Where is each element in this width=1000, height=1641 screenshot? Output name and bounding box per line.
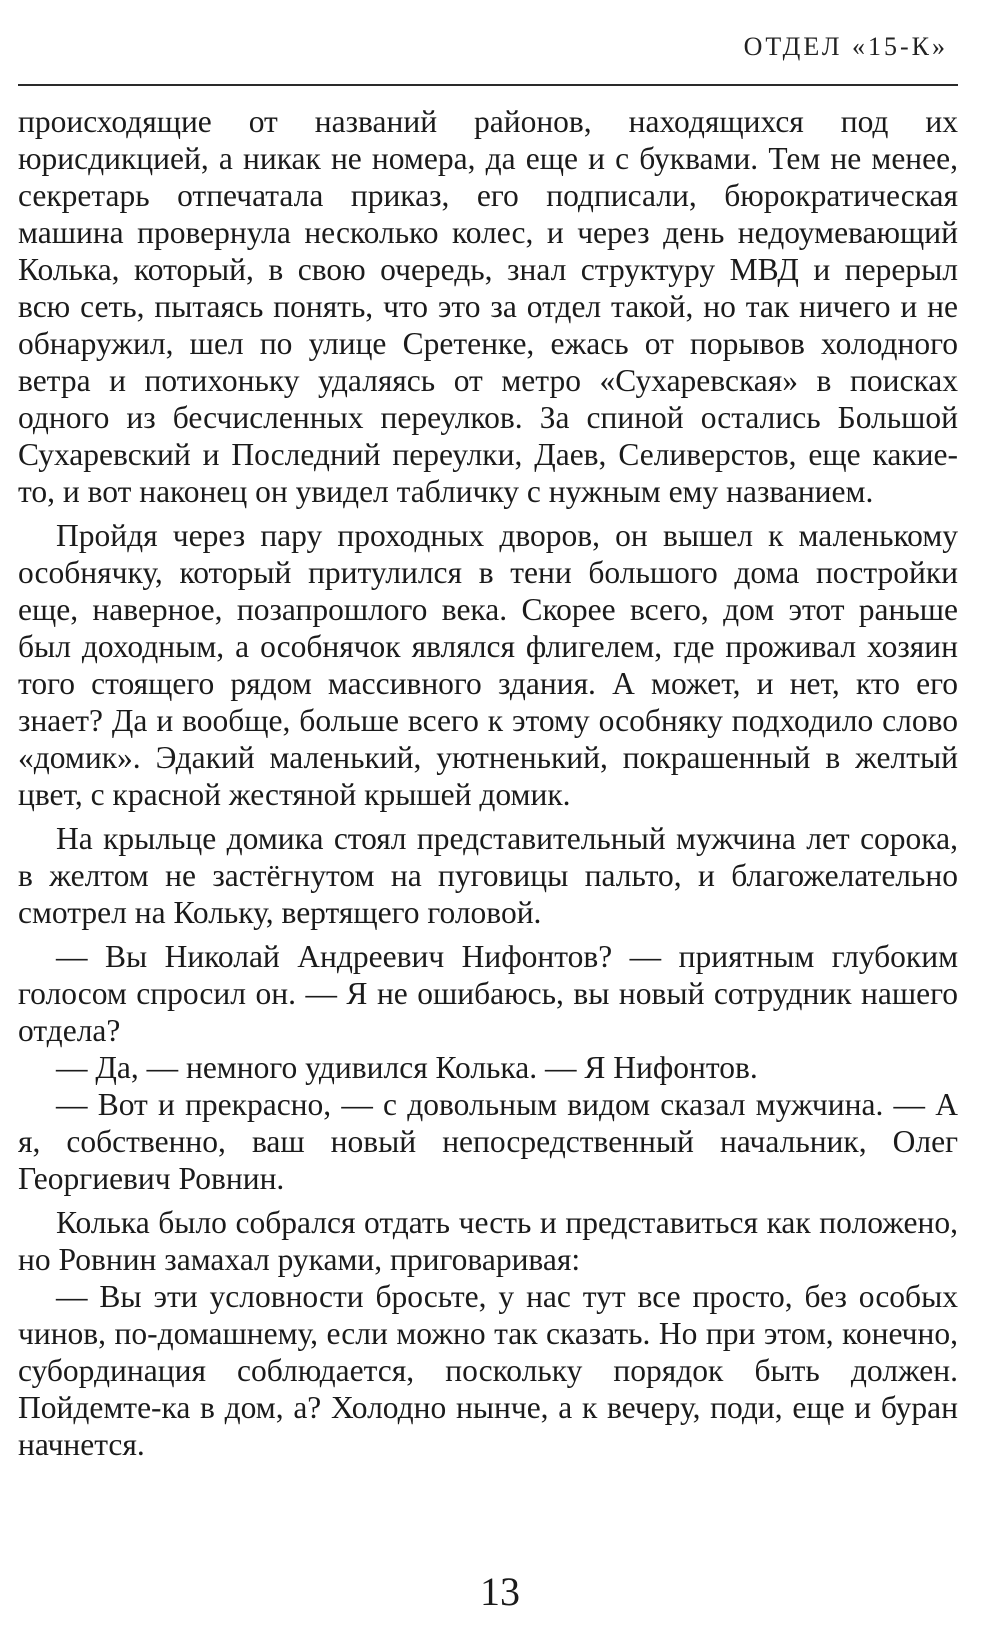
- dialogue-line: — Да, — немного удивился Колька. — Я Нифонтов.: [56, 1050, 758, 1085]
- page-body: [18, 103, 958, 1470]
- running-header-title: ОТДЕЛ «15-К»: [743, 32, 948, 61]
- paragraph: происходящие от названий районов, находящихся под их юрисдикцией, а никак не номера, да еще и с буквами. Тем не менее, секретарь отпечатала приказ, его подписали, бюрократическая машина провернула несколько колес, и через день недоумевающий Колька, который, в свою очередь, знал структуру МВД и перерыл всю сеть, пытаясь понять, что это за отдел такой, но так ничего и не обнаружил, шел по улице Сретенке, ежась от порывов холодного ветра и потихоньку удаляясь от метро «Сухаревская» в поисках одного из бесчисленных переулков. За спиной остались Большой Сухаревский и Последний переулки, Даев, Селиверстов, еще какие-то, и вот наконец он увидел табличку с нужным ему названием.: [18, 104, 958, 509]
- dialogue-line: — Вы Николай Андреевич Нифонтов? — приятным глубоким голосом спросил он. — Я не ошибаюсь, вы новый сотрудник нашего отдела?: [18, 939, 958, 1048]
- paragraph: Колька было собрался отдать честь и представиться как положено, но Ровнин замахал руками, приговаривая:: [18, 1205, 958, 1277]
- paragraph: На крыльце домика стоял представительный мужчина лет сорока, в желтом не застёгнутом на пуговицы пальто, и благожелательно смотрел на Кольку, вертящего головой.: [18, 821, 958, 930]
- header-divider: [18, 84, 958, 86]
- dialogue-line: — Вы эти условности бросьте, у нас тут все просто, без особых чинов, по-домашнему, если можно так сказать. Но при этом, конечно, субординация соблюдается, поскольку порядок быть должен. Пойдемте-ка в дом, а? Холодно нынче, а к вечеру, поди, еще и буран начнется.: [18, 1279, 958, 1462]
- paragraph: Пройдя через пару проходных дворов, он вышел к маленькому особнячку, который притулился в тени большого дома постройки еще, наверное, позапрошлого века. Скорее всего, дом этот раньше был доходным, а особнячок являлся флигелем, где проживал хозяин того стоящего рядом массивного здания. А может, и нет, кто его знает? Да и вообще, больше всего к этому особняку подходило слово «домик». Эдакий маленький, уютненький, покрашенный в желтый цвет, с красной жестяной крышей домик.: [18, 518, 958, 812]
- page-number: 13: [480, 1569, 520, 1614]
- dialogue-line: — Вот и прекрасно, — с довольным видом сказал мужчина. — А я, собственно, ваш новый непосредственный начальник, Олег Георгиевич Ровнин.: [18, 1087, 958, 1196]
